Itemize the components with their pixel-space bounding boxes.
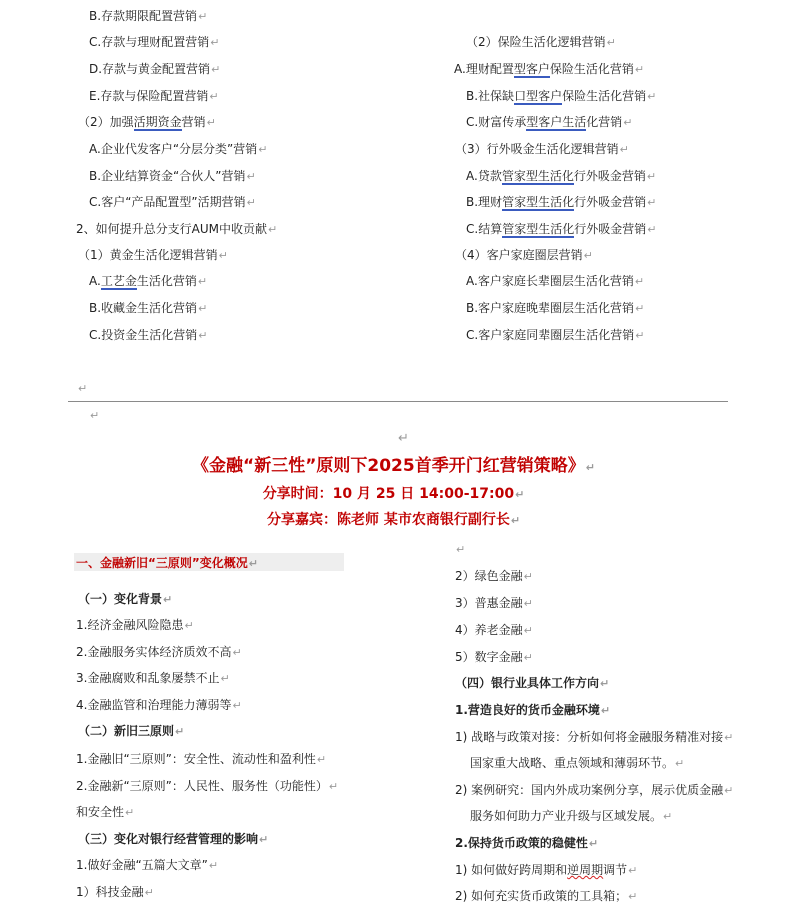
outline-left-item-text: B.收藏金生活化营销 [89, 301, 198, 315]
paragraph-mark-icon: ↵ [619, 143, 629, 156]
paragraph-mark-icon: ↵ [144, 886, 154, 899]
paragraph-mark-icon: ↵ [208, 859, 219, 872]
paragraph-mark-icon: ↵ [206, 116, 216, 129]
paragraph-mark-icon: ↵ [456, 543, 466, 556]
syllabus-right-item [455, 729, 733, 746]
syllabus-right-item-text: 5）数字金融 [455, 650, 523, 664]
paragraph-mark-icon: ↵ [635, 329, 645, 342]
paragraph-mark-icon: ↵ [583, 249, 593, 262]
syllabus-left-item [76, 697, 242, 714]
paragraph-mark-icon: ↵ [600, 677, 610, 690]
paragraph-mark-icon: ↵ [675, 757, 685, 770]
syllabus-left-item [76, 884, 154, 901]
paragraph-mark-icon: ↵ [163, 593, 173, 606]
syllabus-right-item-text: 2）绿色金融 [455, 569, 523, 583]
syllabus-right-item-text: 2) 如何充实货币政策的工具箱； [455, 889, 628, 903]
outline-left-item [89, 194, 256, 211]
paragraph-mark-icon: ↵ [634, 275, 645, 288]
outline-left-item [89, 300, 207, 317]
outline-left-item-text: D.存款与黄金配置营销 [89, 62, 211, 76]
paragraph-mark-icon: ↵ [184, 619, 194, 632]
paragraph-mark-icon: ↵ [398, 431, 409, 446]
paragraph-mark-icon: ↵ [258, 143, 268, 156]
paragraph-mark-icon: ↵ [600, 704, 611, 717]
outline-right-item-text: C.客户家庭同辈圈层生活化营销 [466, 328, 635, 342]
paragraph-mark-icon: ↵ [316, 753, 327, 766]
paragraph-mark-icon: ↵ [646, 170, 657, 183]
syllabus-right-item [455, 649, 533, 666]
paragraph-mark-icon: ↵ [248, 557, 258, 570]
paragraph-mark-icon: ↵ [267, 223, 278, 236]
paragraph-mark-icon: ↵ [647, 90, 657, 103]
outline-right-item [466, 168, 656, 185]
paragraph-mark-icon: ↵ [210, 36, 220, 49]
outline-right-item-text: B.客户家庭晚辈圈层生活化营销 [466, 301, 635, 315]
outline-left-item [89, 8, 207, 25]
syllabus-right-item-text: 服务如何助力产业升级与区域发展。 [470, 809, 663, 823]
syllabus-left-item-text: 一、金融新旧“三原则”变化概况 [76, 556, 248, 570]
syllabus-right-item [455, 622, 533, 639]
syllabus-left-item [76, 778, 338, 795]
syllabus-left-item [76, 670, 230, 687]
paragraph-mark-icon: ↵ [90, 409, 100, 422]
paragraph-mark-icon: ↵ [218, 249, 228, 262]
syllabus-right-item-text: 4）养老金融 [455, 623, 523, 637]
outline-right-item [466, 194, 656, 211]
syllabus-right-item-text: 1.营造良好的货币金融环境 [455, 703, 600, 717]
outline-left-item [89, 168, 256, 185]
syllabus-right-item [455, 888, 637, 905]
outline-left-item [89, 141, 267, 158]
paragraph-mark-icon: ↵ [606, 36, 616, 49]
outline-right-item [466, 34, 616, 51]
outline-left-item-text: C.投资金生活化营销 [89, 328, 198, 342]
syllabus-right-item-text: 2) 案例研究：国内外成功案例分享，展示优质金融 [455, 783, 724, 797]
share-guest: 分享嘉宾：陈老师 某市农商银行副行长↵ [266, 512, 521, 528]
outline-right-item [466, 88, 656, 105]
paragraph-mark-icon: ↵ [523, 597, 533, 610]
outline-left-item-text: E.存款与保险配置营销 [89, 89, 209, 103]
paragraph-mark-icon: ↵ [588, 837, 599, 850]
paragraph-mark-icon: ↵ [209, 90, 219, 103]
paragraph-mark-icon: ↵ [328, 780, 339, 793]
syllabus-left-item [76, 804, 134, 821]
outline-right-item-text: A.贷款管家型生活化行外吸金营销 [466, 169, 646, 183]
syllabus-left-item [76, 751, 326, 768]
outline-right-item-text: A.客户家庭长辈圈层生活化营销 [466, 274, 634, 288]
syllabus-right-item [455, 862, 637, 879]
syllabus-left-item-text: 1.金融旧“三原则”：安全性、流动性和盈利性 [76, 752, 316, 766]
syllabus-left-item [76, 857, 218, 874]
outline-left-item [78, 247, 228, 264]
syllabus-right-item-text: 国家重大战略、重点领域和薄弱环节。 [470, 756, 675, 770]
outline-right-item [466, 300, 644, 317]
syllabus-left-item [78, 591, 172, 608]
outline-left-item-text: （2）加强活期资金营销 [78, 115, 206, 129]
paragraph-mark-icon: ↵ [623, 116, 633, 129]
syllabus-right-item [455, 782, 733, 799]
outline-right-item [466, 273, 644, 290]
outline-right-item-text: A.理财配置型客户保险生活化营销 [454, 62, 634, 76]
paragraph-mark-icon: ↵ [628, 864, 638, 877]
syllabus-right-item-text: 1) 战略与政策对接：分析如何将金融服务精准对接 [455, 730, 724, 744]
syllabus-right-item-text: 2.保持货币政策的稳健性 [455, 836, 588, 850]
course-title: 《金融“新三性”原则下2025首季开门红营销策略》↵ [192, 456, 595, 476]
paragraph-mark-icon: ↵ [125, 806, 135, 819]
outline-right-item-text: B.社保缺口型客户保险生活化营销 [466, 89, 647, 103]
outline-left-item [89, 273, 207, 290]
paragraph-mark-icon: ↵ [259, 833, 269, 846]
syllabus-left-item-text: 4.金融监管和治理能力薄弱等 [76, 698, 232, 712]
syllabus-right-item [455, 568, 533, 585]
syllabus-left-item [76, 617, 194, 634]
syllabus-left-item [76, 555, 258, 572]
paragraph-mark-icon: ↵ [246, 170, 256, 183]
outline-right-item [466, 327, 644, 344]
paragraph-mark-icon: ↵ [246, 196, 256, 209]
outline-left-item [78, 114, 216, 131]
syllabus-left-item-text: 2.金融服务实体经济质效不高 [76, 645, 232, 659]
outline-right-item-text: B.理财管家型生活化行外吸金营销 [466, 195, 647, 209]
outline-left-item-text: C.客户“产品配置型”活期营销 [89, 195, 246, 209]
paragraph-mark-icon: ↵ [647, 196, 657, 209]
syllabus-left-item-text: （一）变化背景 [78, 592, 163, 606]
paragraph-mark-icon: ↵ [628, 890, 638, 903]
outline-left-item [76, 221, 277, 238]
paragraph-mark-icon: ↵ [635, 302, 645, 315]
syllabus-right-item [455, 835, 598, 852]
outline-right-item-text: C.结算管家型生活化行外吸金营销 [466, 222, 647, 236]
syllabus-left-item-text: 2.金融新“三原则”：人民性、服务性（功能性） [76, 779, 328, 793]
outline-left-item-text: B.存款期限配置营销 [89, 9, 198, 23]
syllabus-left-item [78, 723, 184, 740]
paragraph-mark-icon: ↵ [724, 731, 734, 744]
syllabus-right-item [470, 808, 672, 825]
syllabus-right-item [470, 755, 684, 772]
paragraph-mark-icon: ↵ [523, 651, 533, 664]
syllabus-left-item-text: 3.金融腐败和乱象屡禁不止 [76, 671, 220, 685]
outline-right-item [455, 141, 629, 158]
paragraph-mark-icon: ↵ [647, 223, 657, 236]
outline-left-item-text: C.存款与理财配置营销 [89, 35, 210, 49]
paragraph-mark-icon: ↵ [232, 646, 242, 659]
paragraph-mark-icon: ↵ [175, 725, 185, 738]
syllabus-left-item [78, 831, 268, 848]
outline-right-item [466, 221, 656, 238]
outline-left-item-text: A.工艺金生活化营销 [89, 274, 197, 288]
paragraph-mark-icon: ↵ [198, 329, 208, 342]
syllabus-right-item [455, 675, 609, 692]
syllabus-left-item-text: 和安全性 [76, 805, 125, 819]
outline-right-item [454, 61, 644, 78]
paragraph-mark-icon: ↵ [232, 699, 242, 712]
syllabus-left-item-text: 1.做好金融“五篇大文章” [76, 858, 208, 872]
paragraph-mark-icon: ↵ [724, 784, 734, 797]
outline-left-item-text: 2、如何提升总分支行AUM中收贡献 [76, 222, 267, 236]
paragraph-mark-icon: ↵ [523, 624, 533, 637]
syllabus-right-item [455, 595, 533, 612]
syllabus-left-item-text: （三）变化对银行经营管理的影响 [78, 832, 259, 846]
paragraph-mark-icon: ↵ [634, 63, 645, 76]
outline-left-item [89, 34, 219, 51]
outline-right-item [455, 247, 593, 264]
outline-right-item-text: （3）行外吸金生活化逻辑营销 [455, 142, 619, 156]
syllabus-right-item-text: 3）普惠金融 [455, 596, 523, 610]
outline-left-item [89, 61, 220, 78]
syllabus-right-item-text: （四）银行业具体工作方向 [455, 676, 600, 690]
outline-right-item-text: C.财富传承型客户生活化营销 [466, 115, 623, 129]
syllabus-left-item-text: 1）科技金融 [76, 885, 144, 899]
paragraph-mark-icon: ↵ [220, 672, 230, 685]
share-time: 分享时间：10 月 25 日 14:00-17:00↵ [262, 486, 525, 502]
syllabus-left-item-text: 1.经济金融风险隐患 [76, 618, 184, 632]
outline-left-item-text: B.企业结算资金“合伙人”营销 [89, 169, 246, 183]
outline-left-item-text: A.企业代发客户“分层分类”营销 [89, 142, 258, 156]
syllabus-left-item-text: （二）新旧三原则 [78, 724, 175, 738]
outline-right-item [466, 114, 632, 131]
syllabus-right-item-text: 1) 如何做好跨周期和逆周期调节 [455, 863, 628, 877]
syllabus-right-item [455, 702, 610, 719]
outline-right-item-text: （4）客户家庭圈层营销 [455, 248, 583, 262]
paragraph-mark-icon: ↵ [197, 275, 208, 288]
paragraph-mark-icon: ↵ [211, 63, 221, 76]
paragraph-mark-icon: ↵ [198, 302, 208, 315]
paragraph-mark-icon: ↵ [78, 382, 88, 395]
paragraph-mark-icon: ↵ [663, 810, 673, 823]
section-divider [68, 401, 728, 402]
outline-right-item-text: （2）保险生活化逻辑营销 [466, 35, 606, 49]
paragraph-mark-icon: ↵ [198, 10, 208, 23]
outline-left-item-text: （1）黄金生活化逻辑营销 [78, 248, 218, 262]
outline-left-item [89, 88, 219, 105]
paragraph-mark-icon: ↵ [523, 570, 533, 583]
outline-left-item [89, 327, 207, 344]
syllabus-left-item [76, 644, 242, 661]
